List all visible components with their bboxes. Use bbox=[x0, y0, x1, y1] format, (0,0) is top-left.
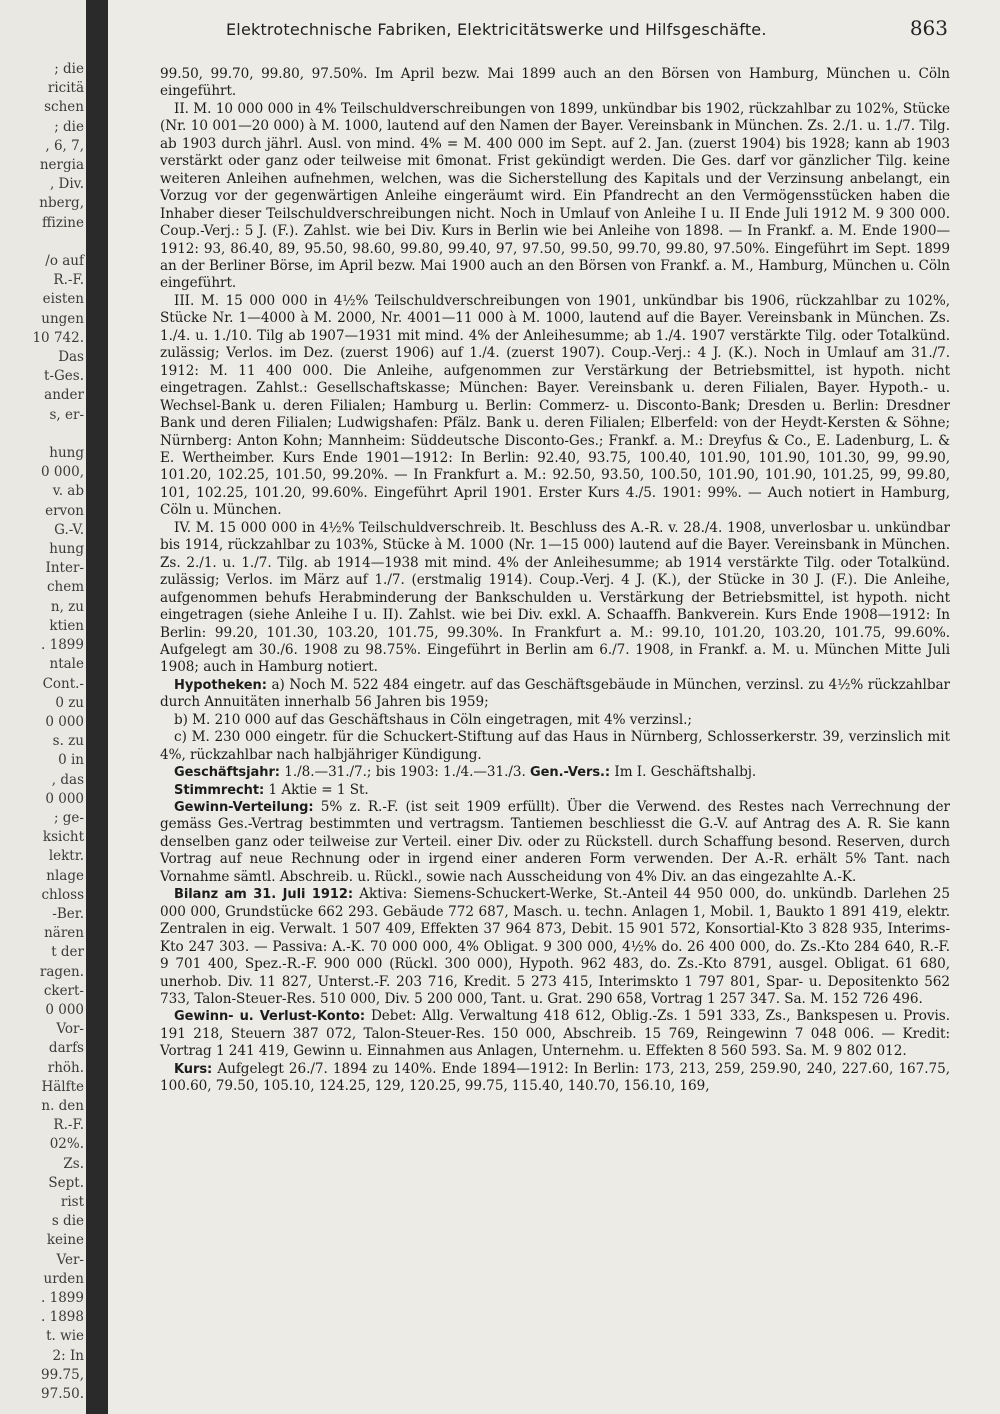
body-text bbox=[160, 66, 950, 1096]
prev-column-fragment: 99.75, bbox=[41, 1366, 84, 1383]
prev-column-fragment: 02%. bbox=[49, 1136, 84, 1153]
prev-column-fragment: 97.50. bbox=[41, 1386, 84, 1403]
prev-column-fragment bbox=[0, 425, 84, 444]
previous-page-column bbox=[0, 60, 84, 1403]
paragraph-hypotheken-c: c) M. 230 000 eingetr. für die Schuckert-Stiftung auf das Haus in Nürnberg, Schlosserkerstr. 39, verzinslich mit 4%, rückzahlbar nach halbjähriger Kündigung. bbox=[160, 729, 950, 763]
prev-column-fragment: 0 in bbox=[58, 752, 84, 769]
prev-column-fragment: /o auf bbox=[45, 253, 84, 270]
prev-column-fragment: Zs. bbox=[63, 1155, 84, 1172]
prev-column-fragment: rhöh. bbox=[47, 1059, 84, 1076]
prev-column-fragment: n, zu bbox=[50, 598, 84, 615]
prev-column-fragment: 0 000 bbox=[45, 713, 84, 730]
prev-column-fragment: schen bbox=[44, 99, 84, 116]
prev-column-fragment: nlage bbox=[46, 867, 84, 884]
prev-column-fragment: Cont.- bbox=[42, 675, 84, 692]
book-gutter bbox=[86, 0, 108, 1414]
prev-column-fragment: ffizine bbox=[41, 214, 84, 231]
prev-column-fragment: rist bbox=[60, 1193, 84, 1210]
prev-column-fragment: ander bbox=[44, 387, 84, 404]
prev-column-fragment: , 6, 7, bbox=[45, 137, 84, 154]
prev-column-fragment: Hälfte bbox=[41, 1078, 84, 1095]
prev-column-fragment: lektr. bbox=[48, 848, 84, 865]
prev-column-fragment bbox=[0, 233, 84, 252]
paragraph-geschaeftsjahr: Geschäftsjahr: 1./8.—31./7.; bis 1903: 1./4.—31./3. Gen.-Vers.: Im I. Geschäftshalbj. bbox=[174, 764, 757, 781]
page bbox=[108, 0, 1000, 1414]
prev-column-fragment: 0 000 bbox=[45, 1001, 84, 1018]
paragraph-hypotheken: Hypotheken: a) Noch M. 522 484 eingetr. auf das Geschäftsgebäude in München, verzinsl. zu 4½% rückzahlbar durch Annuitäten innerhalb 56 Jahren bis 1959; bbox=[160, 676, 951, 711]
prev-column-fragment: ckert- bbox=[43, 982, 84, 999]
paragraph-anleihe-i-end: 99.50, 99.70, 99.80, 97.50%. Im April bezw. Mai 1899 auch an den Börsen von Hamburg, München u. Cöln eingeführt. bbox=[160, 66, 950, 100]
prev-column-fragment: s die bbox=[51, 1213, 84, 1230]
prev-column-fragment: , Div. bbox=[49, 176, 84, 193]
prev-column-fragment: . 1898 bbox=[41, 1309, 84, 1326]
paragraph-anleihe-iv: IV. M. 15 000 000 in 4½% Teilschuldverschreib. lt. Beschluss des A.-R. v. 28./4. 1908, unverlosbar u. unkündbar bis 1914, rückzahlbar zu 103%, Stücke à M. 1000 (Nr. 1—15 000) lautend auf die Bayer. Vereinsbank in München. Zs. 2./1. u. 1./7. Tilg. ab 1914—1938 mit mind. 4% der Anleihesumme; ab 1914 verstärkte Tilg. oder Totalkünd. zulässig; Verlos. im März auf 1./7. (erstmalig 1914). Coup.-Verj. 4 J. (K.), der Stücke in 30 J. (F.). Die Anleihe, aufgenommen behufs Herabminderung der Bankschulden u. Verstärkung der Betriebsmittel, ist hypoth. nicht eingetragen (siehe Anleihe I u. II). Zahlst. wie bei Div. exkl. A. Schaaffh. Bankverein. Kurs Ende 1908—1912: In Berlin: 99.20, 101.30, 103.20, 101.75, 99.30%. In Frankfurt a. M.: 99.10, 101.20, 103.20, 101.75, 99.60%. Aufgelegt am 30./6. 1908 zu 98.75%. Eingeführt in Berlin am 6./7. 1908, in Frankf. a. M. u. München Mitte Juli 1908; auch in Hamburg notiert. bbox=[160, 519, 950, 676]
paragraph-kurs: Kurs: Aufgelegt 26./7. 1894 zu 140%. Ende 1894—1912: In Berlin: 173, 213, 259, 259.90, 240, 227.60, 167.75, 100.60, 79.50, 105.10, 124.25, 129, 120.25, 99.75, 115.40, 140.70, 156.10, 169, bbox=[160, 1060, 950, 1095]
paragraph-anleihe-ii: II. M. 10 000 000 in 4% Teilschuldverschreibungen von 1899, unkündbar bis 1902, rückzahlbar zu 102%, Stücke (Nr. 10 001—20 000) à M. 1000, lautend auf den Namen der Bayer. Vereinsbank in München. Zs. 2./1. u. 1./7. Tilg. ab 1903 durch jährl. Ausl. von mind. 4% = M. 400 000 im Sept. auf 2. Jan. (zuerst 1904) bis 1928; kann ab 1903 verstärkt oder ganz oder teilweise mit 6monat. Frist gekündigt werden. Die Ges. darf vor gänzlicher Tilg. keine weiteren Anleihen aufnehmen, welchen, was die Sicherstellung des Kapitals und der Verzinsung anbelangt, ein Vorzug vor der gegenwärtigen Anleihe eingeräumt wird. Ein Pfandrecht an den Vermögensstücken haben die Inhaber dieser Teilschuldverschreibungen nicht. Noch in Umlauf von Anleihe I u. II Ende Juli 1912 M. 9 300 000. Coup.-Verj.: 5 J. (F.). Zahlst. wie bei Div. Kurs in Berlin wie bei Anleihe von 1898. — In Frankf. a. M. Ende 1900—1912: 93, 86.40, 89, 95.50, 98.60, 99.80, 99.40, 97, 97.50, 99.50, 99.70, 99.80, 97.50%. Eingeführt im Sept. 1899 an der Berliner Börse, im April bezw. Mai 1900 auch an den Börsen von Frankf. a. M., Hamburg, München u. Cöln eingeführt. bbox=[160, 100, 950, 292]
prev-column-fragment: R.-F. bbox=[53, 272, 84, 289]
prev-column-fragment: t-Ges. bbox=[44, 368, 84, 385]
prev-column-fragment: eisten bbox=[42, 291, 84, 308]
prev-column-fragment: nberg, bbox=[39, 195, 84, 212]
prev-column-fragment: R.-F. bbox=[53, 1117, 84, 1134]
prev-column-fragment: nären bbox=[44, 925, 84, 942]
prev-column-fragment: s. zu bbox=[52, 733, 84, 750]
prev-column-fragment: keine bbox=[46, 1232, 84, 1249]
prev-column-fragment: hung bbox=[49, 445, 84, 462]
prev-column-fragment: 0 000, bbox=[41, 464, 84, 481]
prev-column-fragment: ktien bbox=[49, 617, 84, 634]
page-number: 863 bbox=[909, 16, 948, 40]
prev-column-fragment: ricitä bbox=[47, 80, 84, 97]
prev-column-fragment: 2: In bbox=[52, 1347, 84, 1364]
prev-column-fragment: darfs bbox=[48, 1040, 84, 1057]
paragraph-bilanz: Bilanz am 31. Juli 1912: Aktiva: Siemens-Schuckert-Werke, St.-Anteil 44 950 000, do. unkündb. Darlehen 25 000 000, Grundstücke 662 293. Gebäude 772 687, Masch. u. techn. Anlagen 1, Mobil. 1, Baukto 1 891 419, elektr. Zentralen in eig. Verwalt. 1 507 409, Effekten 37 964 873, Debit. 15 901 572, Konsortial-Kto 3 828 935, Interims-Kto 247 303. — Passiva: A.-K. 70 000 000, 4% Obligat. 9 300 000, 4½% do. 26 400 000, do. Zs.-Kto 284 640, R.-F. 9 701 400, Spez.-R.-F. 900 000 (Rückl. 300 000), Hypoth. 962 483, do. Zs.-Kto 8791, ausgel. Obligat. 61 680, unerhob. Div. 11 827, Unterst.-F. 203 716, Kredit. 5 273 415, Interimskto 1 797 801, Spar- u. Depositenkto 562 733, Talon-Steuer-Res. 510 000, Div. 5 200 000, Tant. u. Grat. 290 658, Vortrag 1 257 347. Sa. M. 152 726 496. bbox=[160, 886, 950, 1008]
prev-column-fragment: ; ge- bbox=[53, 809, 84, 826]
prev-column-fragment: ; die bbox=[54, 118, 84, 135]
paragraph-hypotheken-b: b) M. 210 000 auf das Geschäftshaus in Cöln eingetragen, mit 4% verzinsl.; bbox=[174, 711, 692, 728]
paragraph-gewinn-verlust: Gewinn- u. Verlust-Konto: Debet: Allg. Verwaltung 418 612, Oblig.-Zs. 1 591 333, Zs., Bankspesen u. Provis. 191 218, Steuern 387 072, Talon-Steuer-Res. 150 000, Abschreib. 15 769, Reingewinn 7 048 006. — Kredit: Vortrag 1 241 419, Gewinn u. Einnahmen aus Anlagen, Unternehm. u. Effekten 8 560 593. Sa. M. 9 802 012. bbox=[160, 1008, 950, 1060]
prev-column-fragment: t. wie bbox=[46, 1328, 84, 1345]
prev-column-fragment: Das bbox=[58, 349, 84, 366]
prev-column-fragment: Sept. bbox=[48, 1174, 84, 1191]
paragraph-anleihe-iii: III. M. 15 000 000 in 4½% Teilschuldverschreibungen von 1901, unkündbar bis 1906, rückzahlbar zu 102%, Stücke Nr. 1—4000 à M. 2000, Nr. 4001—11 000 à M. 1000, lautend auf die Bayer. Vereinsbank in München. Zs. 1./4. u. 1./10. Tilg ab 1907—1931 mit mind. 4% der Anleihesumme; ab 1./4. 1907 verstärkte Tilg. oder Totalkünd. zulässig; Verlos. im Dez. (zuerst 1906) auf 1./4. (zuerst 1907). Coup.-Verj.: 4 J. (K.). Noch in Umlauf am 31./7. 1912: M. 11 400 000. Die Anleihe, aufgenommen zur Verstärkung der Betriebsmittel, ist hypoth. nicht eingetragen. Zahlst.: Gesellschaftskasse; München: Bayer. Vereinsbank u. deren Filialen, Bayer. Hypoth.- u. Wechsel-Bank u. deren Filialen; Hamburg u. Berlin: Commerz- u. Disconto-Bank; Dresden u. Berlin: Dresdner Bank und deren Filialen; Ludwigshafen: Pfälz. Bank u. deren Filialen; Elberfeld: von der Heydt-Kersten & Söhne; Nürnberg: Anton Kohn; Mannheim: Süddeutsche Disconto-Ges.; Frankf. a. M.: Dreyfus & Co., E. Ladenburg, L. & E. Wertheimber. Kurs Ende 1901—1912: In Berlin: 92.40, 93.75, 100.40, 101.90, 101.90, 101.30, 99, 99.90, 101.20, 102.25, 101.50, 99.20%. — In Frankfurt a. M.: 92.50, 93.50, 100.50, 101.90, 101.90, 101.25, 99, 99.80, 101, 102.25, 101.20, 99.60%. Eingeführt April 1901. Erster Kurs 4./5. 1901: 99%. — Auch notiert in Hamburg, Cöln u. München. bbox=[160, 292, 950, 519]
prev-column-fragment: v. ab bbox=[52, 483, 84, 500]
prev-column-fragment: 0 000 bbox=[45, 790, 84, 807]
paragraph-stimmrecht: Stimmrecht: 1 Aktie = 1 St. bbox=[174, 781, 369, 798]
prev-column-fragment: chloss bbox=[41, 886, 84, 903]
prev-column-fragment: . 1899 bbox=[41, 637, 84, 654]
prev-column-fragment: Ver- bbox=[56, 1251, 84, 1268]
header-title: Elektrotechnische Fabriken, Elektricitätswerke und Hilfsgeschäfte. bbox=[226, 20, 767, 39]
prev-column-fragment: ragen. bbox=[39, 963, 84, 980]
prev-column-fragment: ; die bbox=[54, 61, 84, 77]
prev-column-fragment: 0 zu bbox=[55, 694, 84, 711]
running-header bbox=[108, 16, 1000, 46]
prev-column-fragment: ungen bbox=[41, 310, 84, 327]
prev-column-fragment: Vor- bbox=[56, 1021, 84, 1038]
prev-column-fragment: nergia bbox=[39, 157, 84, 174]
prev-column-fragment: . 1899 bbox=[41, 1290, 84, 1306]
prev-column-fragment: , das bbox=[51, 771, 84, 788]
prev-column-fragment: Inter- bbox=[45, 560, 84, 577]
prev-column-fragment: ksicht bbox=[42, 829, 84, 846]
prev-column-fragment: -Ber. bbox=[52, 905, 84, 922]
prev-column-fragment: G.-V. bbox=[54, 521, 84, 538]
prev-column-fragment: chem bbox=[46, 579, 84, 596]
prev-column-fragment: urden bbox=[43, 1270, 84, 1287]
prev-column-fragment: s, er- bbox=[49, 406, 84, 423]
paragraph-gewinn-verteilung: Gewinn-Verteilung: 5% z. R.-F. (ist seit 1909 erfüllt). Über die Verwend. des Restes nach Verrechnung der gemäss Ges.-Vertrag bestimmten und vertragsm. Tantiemen beschliesst die G.-V. auf Antrag des A. R. Sie kann denselben ganz oder teilweise zur Verteil. einer Div. oder zu Rückstell. durch Schaffung besond. Reserven, durch Vortrag auf neue Rechnung oder in irgend einer anderen Form verwenden. Der A.-R. erhält 5% Tant. nach Vornahme sämtl. Abschreib. u. Rückl., sowie nach Ausscheidung von 4% Div. an das eingezahlte A.-K. bbox=[160, 799, 950, 885]
prev-column-fragment: n. den bbox=[41, 1097, 84, 1114]
prev-column-fragment: hung bbox=[49, 541, 84, 558]
prev-column-fragment: ervon bbox=[45, 502, 84, 519]
prev-column-fragment: ntale bbox=[49, 656, 84, 673]
prev-column-fragment: t der bbox=[51, 944, 84, 961]
prev-column-fragment: 10 742. bbox=[32, 329, 84, 346]
